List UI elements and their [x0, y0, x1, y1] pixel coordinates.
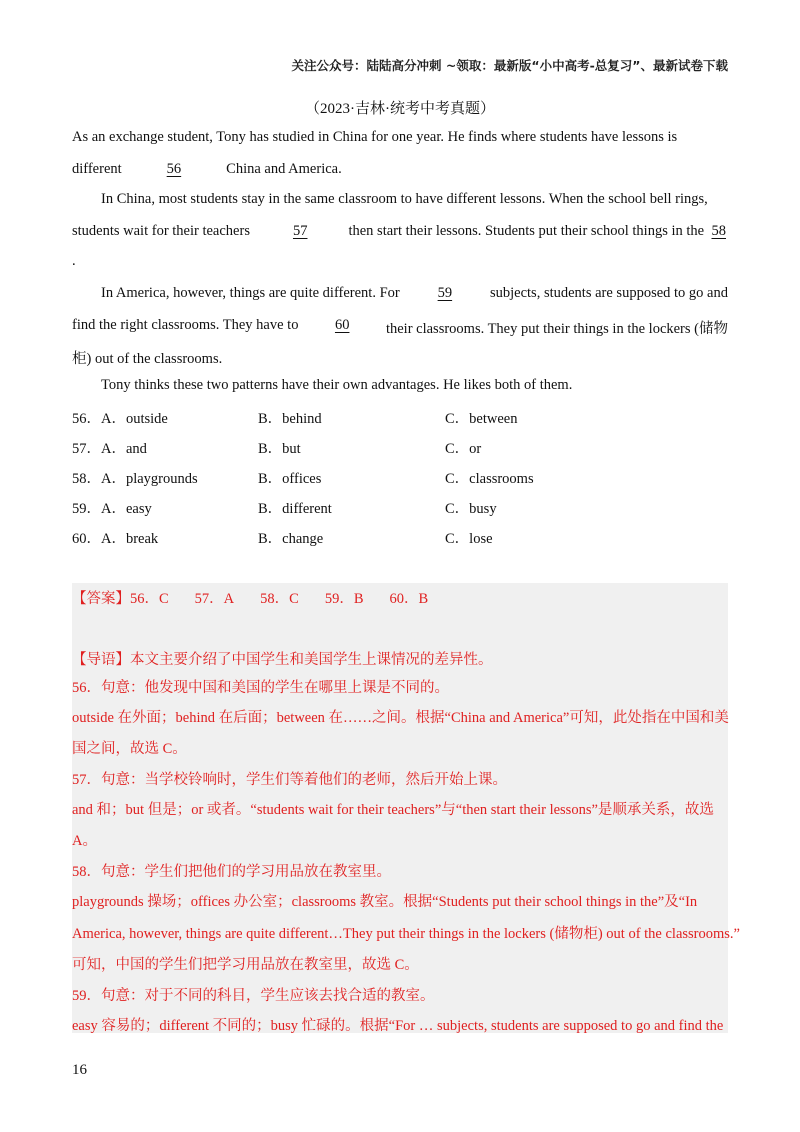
answer-line: [72, 587, 454, 608]
option-b[interactable]: B．change: [258, 531, 324, 547]
blank-59[interactable]: 59: [437, 285, 453, 301]
explanation-line: 58．句意：学生们把他们的学习用品放在教室里。: [72, 864, 391, 880]
option-a[interactable]: 56．A．outside: [72, 411, 168, 427]
option-a[interactable]: 57．A．and: [72, 441, 147, 457]
intro-line: [72, 648, 493, 669]
intro-text: 本文主要介绍了中国学生和美国学生上课情况的差异性。: [130, 652, 493, 668]
explanation-text: outside 在外面；behind 在后面；between 在……之间。根据“China and America”可知，此处指在中国和美: [72, 710, 729, 726]
explanation-line: [72, 1014, 724, 1035]
explanation-line: 59．句意：对于不同的科目，学生应该去找合适的教室。: [72, 988, 435, 1004]
option-c[interactable]: C．busy: [445, 501, 497, 517]
answer-item: 60．B: [389, 591, 429, 607]
passage-line: [101, 191, 728, 208]
question-source: （2023·吉林·统考中考真题）: [305, 101, 495, 117]
explanation-line: 56．句意：他发现中国和美国的学生在哪里上课是不同的。: [72, 680, 449, 696]
passage-line: [72, 161, 342, 178]
blank-56[interactable]: 56: [166, 161, 182, 177]
option-b[interactable]: B．different: [258, 501, 332, 517]
option-a[interactable]: 58．A．playgrounds: [72, 471, 198, 487]
passage-text: students wait for their teachers: [72, 223, 250, 239]
blank-60[interactable]: 60: [334, 317, 350, 333]
answer-item: 58．C: [260, 591, 299, 607]
page-number: 16: [72, 1062, 87, 1078]
explanation-line: A。: [72, 833, 97, 849]
intro-label: 【导语】: [72, 652, 130, 668]
passage-line: [72, 317, 728, 338]
option-b[interactable]: B．offices: [258, 471, 322, 487]
answer-label: 【答案】: [72, 591, 130, 607]
passage-text: China and America.: [226, 161, 342, 177]
option-c[interactable]: C．between: [445, 411, 518, 427]
passage-line: [72, 347, 222, 368]
option-c[interactable]: C．or: [445, 441, 482, 457]
passage-line: [72, 129, 728, 146]
passage-text: 柜) out of the classrooms.: [72, 351, 223, 367]
passage-text: As an exchange student, Tony has studied in China for one year. He finds where students have lessons is: [72, 129, 678, 145]
passage-text: find the right classrooms. They have to: [72, 317, 299, 333]
option-c[interactable]: C．lose: [445, 531, 493, 547]
answer-item: 59．B: [324, 591, 364, 607]
explanation-line: [72, 706, 729, 727]
blank-58[interactable]: 58: [711, 223, 726, 239]
page-header-banner: 关注公众号：陆陆高分冲刺 ~领取：最新版“小中高考-总复习”、最新试卷下载: [291, 58, 728, 73]
passage-text: .: [72, 253, 76, 269]
option-b[interactable]: B．behind: [258, 411, 322, 427]
passage-line: [101, 377, 572, 394]
passage-text: different: [72, 161, 122, 177]
answer-item: 57．A: [194, 591, 235, 607]
passage-text: In China, most students stay in the same classroom to have different lessons. When the school bell rings,: [101, 191, 708, 207]
explanation-line: [72, 798, 724, 819]
passage-line: [72, 253, 76, 270]
explanation-line: [72, 922, 740, 943]
passage-text: their classrooms. They put their things in the lockers (储物: [385, 321, 728, 337]
passage-line: [101, 285, 728, 302]
explanation-line: [72, 890, 724, 911]
explanation-line: 国之间，故选 C。: [72, 741, 187, 757]
option-b[interactable]: B．but: [258, 441, 301, 457]
explanation-text: and 和；but 但是；or 或者。“students wait for their teachers”与“then start their lessons”是顺承关系，故选: [72, 802, 714, 818]
passage-text: Tony thinks these two patterns have their own advantages. He likes both of them.: [101, 377, 573, 393]
explanation-line: 可知，中国的学生们把学习用品放在教室里，故选 C。: [72, 957, 419, 973]
passage-text: then start their lessons. Students put their school things in the: [348, 223, 705, 239]
answer-item: 56．C: [130, 591, 169, 607]
passage-text: subjects, students are supposed to go and: [489, 285, 728, 301]
blank-57[interactable]: 57: [292, 223, 308, 239]
passage-text: In America, however, things are quite different. For: [101, 285, 400, 301]
option-a[interactable]: 59．A．easy: [72, 501, 152, 517]
option-c[interactable]: C．classrooms: [445, 471, 534, 487]
option-a[interactable]: 60．A．break: [72, 531, 159, 547]
explanation-text: easy 容易的；different 不同的；busy 忙碌的。根据“For … subjects, students are supposed to go and find the: [72, 1018, 724, 1034]
explanation-text: playgrounds 操场；offices 办公室；classrooms 教室。根据“Students put their school things in the”及“In: [72, 894, 698, 910]
explanation-line: 57．句意：当学校铃响时，学生们等着他们的老师，然后开始上课。: [72, 772, 507, 788]
passage-line: [72, 223, 728, 240]
explanation-text: America, however, things are quite different…They put their things in the lockers (储物柜) out of the classrooms.”: [72, 926, 740, 942]
